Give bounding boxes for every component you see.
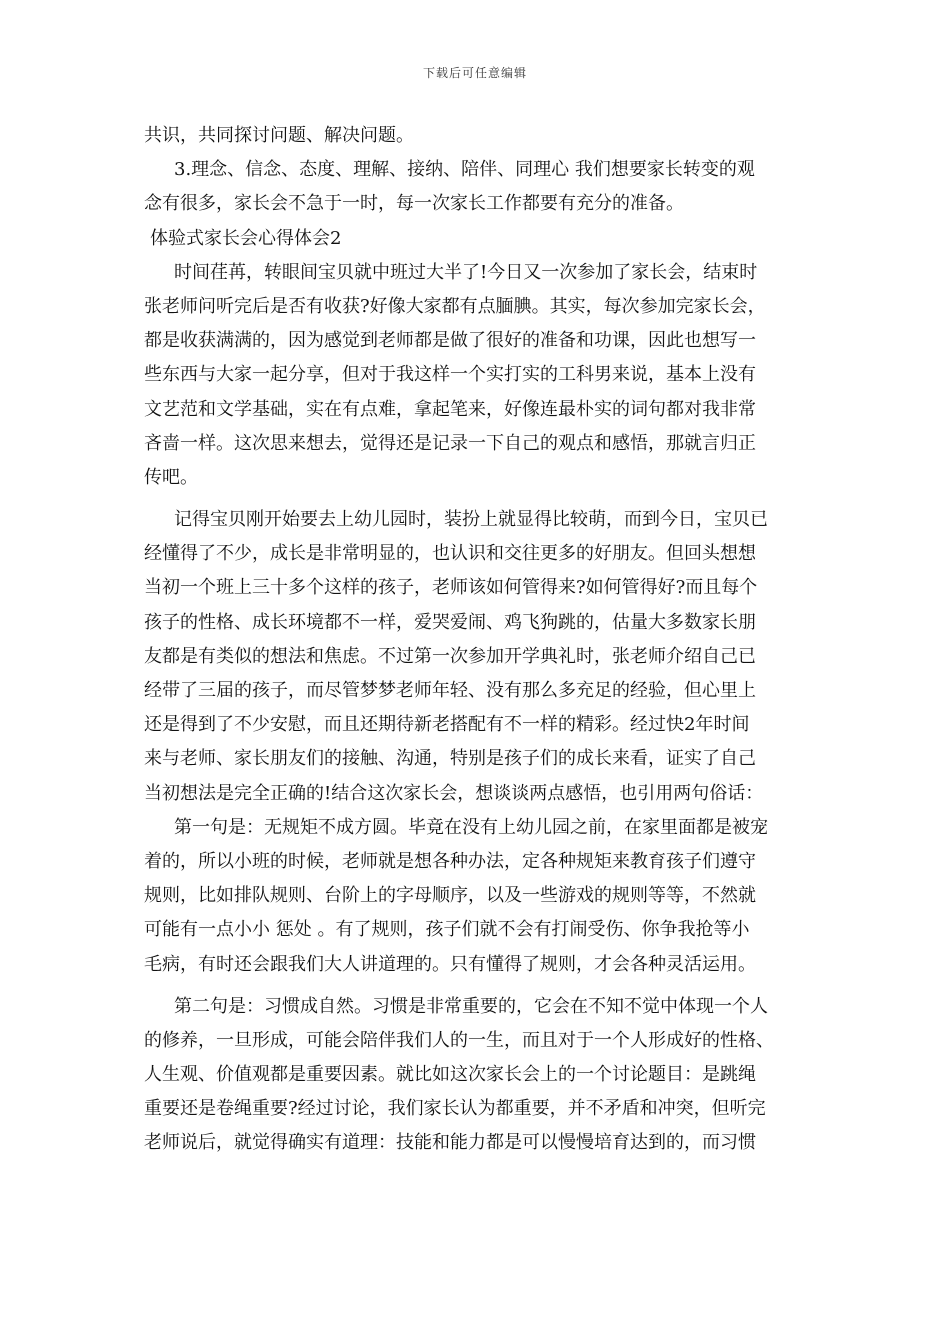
text-line: 来与老师、家长朋友们的接触、沟通，特别是孩子们的成长来看，证实了自己 (144, 748, 756, 770)
text-line: 第二句是：习惯成自然。习惯是非常重要的，它会在不知不觉中体现一个人 (174, 995, 768, 1017)
text-line: 还是得到了不少安慰，而且还期待新老搭配有不一样的精彩。经过快2年时间 (144, 714, 750, 736)
text-line: 记得宝贝刚开始要去上幼儿园时，装扮上就显得比较萌，而到今日，宝贝已 (174, 509, 768, 531)
section-title: 体验式家长会心得体会2 (150, 227, 342, 249)
text-line: 友都是有类似的想法和焦虑。不过第一次参加开学典礼时，张老师介绍自己已 (144, 645, 756, 667)
document-body (144, 119, 808, 1161)
text-line: 经带了三届的孩子，而尽管梦梦老师年轻、没有那么多充足的经验，但心里上 (144, 680, 756, 701)
text-line: 老师说后，就觉得确实有道理：技能和能力都是可以慢慢培育达到的，而习惯 (144, 1132, 756, 1154)
page-header: 下载后可任意编辑 (422, 66, 527, 80)
text-line: 念有很多，家长会不急于一时，每一次家长工作都要有充分的准备。 (144, 193, 684, 215)
text-line: 的修养，一旦形成，可能会陪伴我们人的一生，而且对于一个人形成好的性格、 (144, 1029, 774, 1051)
text-line: 文艺范和文学基础，实在有点难，拿起笔来，好像连最朴实的词句都对我非常 (144, 398, 756, 420)
text-line: 都是收获满满的，因为感觉到老师都是做了很好的准备和功课，因此也想写一 (144, 330, 756, 352)
text-line: 经懂得了不少，成长是非常明显的，也认识和交往更多的好朋友。但回头想想 (144, 543, 756, 565)
text-line: 传吧。 (144, 466, 198, 488)
text-line: 规则，比如排队规则、台阶上的字母顺序，以及一些游戏的规则等等，不然就 (144, 885, 756, 907)
text-line: 当初一个班上三十多个这样的孩子，老师该如何管得来?如何管得好?而且每个 (144, 577, 758, 599)
text-line: 些东西与大家一起分享，但对于我这样一个实打实的工科男来说，基本上没有 (144, 364, 756, 386)
text-line: 着的，所以小班的时候，老师就是想各种办法，定各种规矩来教育孩子们遵守 (144, 850, 756, 872)
text-line: 毛病，有时还会跟我们大人讲道理的。只有懂得了规则，才会各种灵活运用。 (144, 953, 756, 975)
text-line: 共识，共同探讨问题、解决问题。 (144, 125, 414, 146)
text-line: 孩子的性格、成长环境都不一样，爱哭爱闹、鸡飞狗跳的，估量大多数家长朋 (144, 611, 756, 633)
paragraph-gap (144, 982, 808, 990)
paragraph-gap (144, 495, 808, 503)
text-line: 当初想法是完全正确的!结合这次家长会，想谈谈两点感悟，也引用两句俗话： (144, 782, 764, 804)
text-line: 重要还是卷绳重要?经过讨论，我们家长认为都重要，并不矛盾和冲突，但听完 (144, 1098, 766, 1120)
text-line: 3.理念、信念、态度、理解、接纳、陪伴、同理心 我们想要家长转变的观 (174, 159, 755, 181)
text-line: 可能有一点小小 惩处 。有了规则，孩子们就不会有打闹受伤、你争我抢等小 (144, 919, 750, 941)
text-line: 人生观、价值观都是重要因素。就比如这次家长会上的一个讨论题目：是跳绳 (144, 1064, 756, 1086)
text-line: 第一句是：无规矩不成方圆。毕竟在没有上幼儿园之前，在家里面都是被宠 (174, 816, 768, 838)
text-line: 吝啬一样。这次思来想去，觉得还是记录一下自己的观点和感悟，那就言归正 (144, 432, 756, 454)
text-line: 张老师问听完后是否有收获?好像大家都有点腼腆。其实，每次参加完家长会， (144, 295, 766, 317)
text-line: 时间荏苒，转眼间宝贝就中班过大半了!今日又一次参加了家长会，结束时 (174, 261, 758, 283)
